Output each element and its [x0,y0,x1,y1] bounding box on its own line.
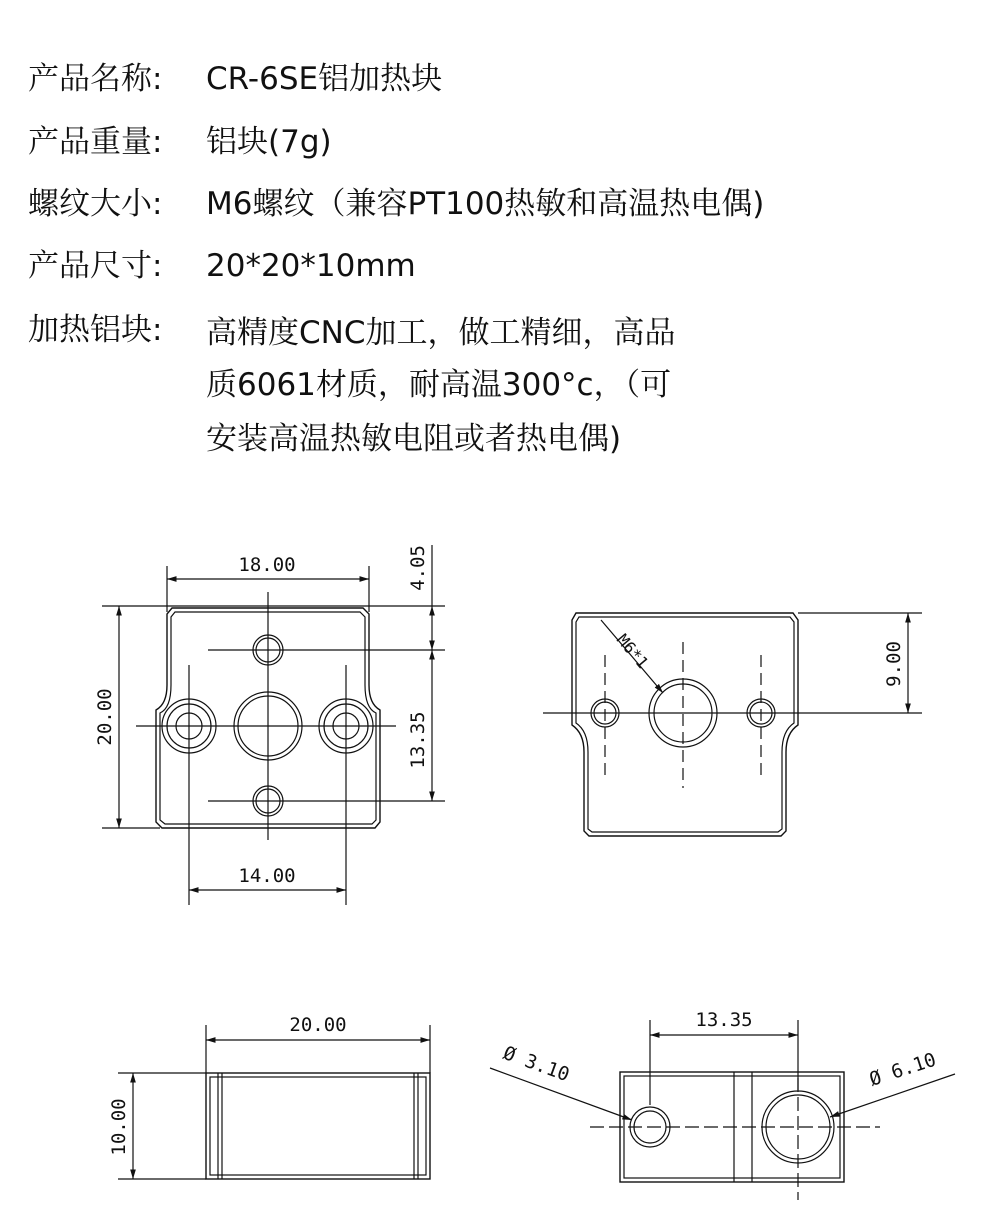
description-line: 高精度CNC加工，做工精细，高品 [206,315,676,351]
dim-thread-depth: 9.00 [883,641,905,687]
dim-top-width: 18.00 [238,554,296,576]
dim-top-height: 20.00 [94,688,116,746]
dim-end-hole-spacing: 13.35 [695,1009,753,1031]
front-view [118,1025,430,1179]
description-line: 质6061材质，耐高温300°c，（可 [206,367,672,403]
spec-value: 20*20*10mm [206,248,416,284]
dim-hole-span: 13.35 [407,711,429,769]
spec-label: 产品名称: [28,61,163,97]
description-line: 安装高温热敏电阻或者热电偶) [206,421,622,457]
spec-value: M6螺纹（兼容PT100热敏和高温热电偶) [206,186,765,222]
dim-hole-spacing: 14.00 [238,865,296,887]
side-view [543,613,922,836]
spec-label: 螺纹大小: [28,186,163,222]
dim-large-hole: Ø 6.10 [866,1048,939,1091]
top-view [102,545,445,905]
spec-value: 铝块(7g) [206,124,332,160]
dim-thickness: 10.00 [108,1098,130,1156]
spec-label: 产品重量: [28,124,163,160]
dim-offset: 4.05 [407,545,429,591]
dim-small-hole: Ø 3.10 [500,1042,573,1087]
description-label: 加热铝块: [28,312,163,348]
spec-value: CR-6SE铝加热块 [206,61,443,97]
end-view [490,1020,955,1200]
dim-front-width: 20.00 [289,1014,347,1036]
thread-label: M6*1 [612,630,653,673]
spec-label: 产品尺寸: [28,248,163,284]
